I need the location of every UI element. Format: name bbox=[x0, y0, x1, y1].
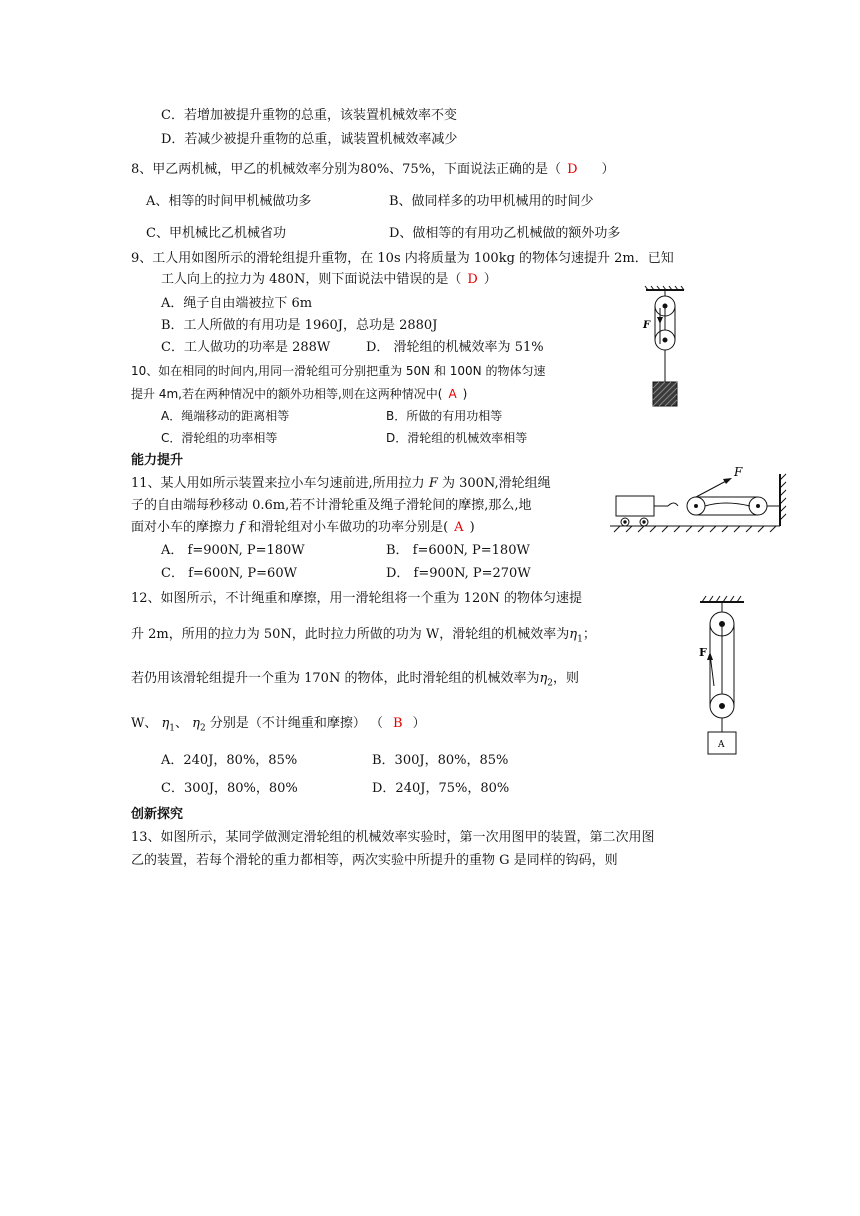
q7-option-d: D．若减少被提升重物的总重，诚装置机械效率减少 bbox=[161, 132, 458, 147]
q11-answer: A bbox=[454, 520, 464, 535]
q12-figure-label-f: F bbox=[699, 646, 707, 659]
q12-stem3-text-b: ，则 bbox=[552, 671, 579, 686]
q13-stem-line1: 13、如图所示，某同学做测定滑轮组的机械效率实验时，第一次用图甲的装置，第二次用图 bbox=[131, 830, 655, 845]
q11-stem-text-b: 为 300N,滑轮组绳 bbox=[437, 476, 551, 491]
q12-eta2-repeat-subscript: 2 bbox=[199, 723, 206, 734]
q10-stem-line1: 10、如在相同的时间内,用同一滑轮组可分别把重为 50N 和 100N 的物体匀速 bbox=[131, 364, 546, 378]
q11-arrow-icon bbox=[723, 478, 732, 484]
q11-close: ) bbox=[469, 520, 475, 535]
q9-option-d: D． 滑轮组的机械效率为 51% bbox=[366, 340, 544, 355]
q9-figure-label: F bbox=[643, 320, 651, 331]
q8-option-c: C、甲机械比乙机械省功 bbox=[146, 226, 286, 241]
q9-option-c: C．工人做功的功率是 288W bbox=[161, 340, 331, 355]
q12-stem-line2 bbox=[131, 626, 596, 649]
q12-arrow-icon bbox=[707, 652, 713, 660]
q10-close: ) bbox=[462, 387, 468, 401]
q8-stem-text: 8、甲乙两机械，甲乙的机械效率分别为80%、75%，下面说法正确的是（ bbox=[131, 162, 562, 177]
q12-eta2-repeat: η bbox=[192, 716, 200, 731]
q12-stem-line3 bbox=[131, 670, 579, 693]
q9-answer: D bbox=[467, 272, 478, 287]
q10-option-d: D．滑轮组的机械效率相等 bbox=[386, 431, 528, 445]
q11-stem-line1 bbox=[131, 475, 551, 493]
q9-stem-line2 bbox=[161, 271, 497, 289]
q11-stem3-text-a: 面对小车的摩擦力 bbox=[131, 520, 240, 535]
q11-variable-friction: f bbox=[239, 520, 244, 535]
q9-stem-line1: 9、工人用如图所示的滑轮组提升重物，在 10s 内将质量为 100kg 的物体匀速提升 2m．已知 bbox=[131, 251, 674, 266]
q10-option-a: A．绳端移动的距离相等 bbox=[161, 409, 290, 423]
q9-option-b: B．工人所做的有用功是 1960J，总功是 2880J bbox=[161, 318, 438, 333]
q12-eta2-subscript: 2 bbox=[547, 678, 553, 689]
q12-stem3-text-a: 若仍用该滑轮组提升一个重为 170N 的物体，此时滑轮组的机械效率为 bbox=[131, 671, 540, 686]
q10-stem-line2 bbox=[131, 385, 467, 403]
q13-stem-line2: 乙的装置，若每个滑轮的重力都相等，两次实验中所提升的重物 G 是同样的钩码，则 bbox=[131, 853, 618, 868]
q12-stem4-separator: 、 bbox=[175, 716, 193, 731]
q8-option-d: D、做相等的有用功乙机械做的额外功多 bbox=[389, 226, 621, 241]
q11-figure-label: F bbox=[734, 465, 743, 479]
q10-option-b: B．所做的有用功相等 bbox=[386, 409, 503, 423]
q8-option-a: A、相等的时间甲机械做功多 bbox=[146, 194, 312, 209]
q8-stem bbox=[131, 161, 615, 179]
q12-stem4-text-b: 分别是（不计绳重和摩擦） （ bbox=[205, 716, 383, 731]
q11-option-d: D． f=900N, P=270W bbox=[386, 566, 531, 581]
q10-stem-text: 提升 4m,若在两种情况中的额外功相等,则在这两种情况中( bbox=[131, 387, 443, 401]
q11-cart-figure bbox=[610, 462, 802, 534]
q11-option-a: A． f=900N, P=180W bbox=[161, 543, 305, 558]
q7-option-c: C．若增加被提升重物的总重，该装置机械效率不变 bbox=[161, 108, 457, 123]
q9-stem-text: 工人向上的拉力为 480N，则下面说法中错误的是（ bbox=[161, 272, 462, 287]
q12-option-b: B．300J，80%，85% bbox=[372, 753, 509, 768]
q12-figure-label-a: A bbox=[718, 740, 725, 750]
q11-stem3-text-b: 和滑轮组对小车做功的功率分别是( bbox=[243, 520, 449, 535]
q12-option-a: A．240J，80%，85% bbox=[161, 753, 298, 768]
section-heading-ability: 能力提升 bbox=[131, 453, 184, 468]
q11-option-c: C． f=600N, P=60W bbox=[161, 566, 297, 581]
q12-stem4-text-a: W、 bbox=[131, 716, 162, 731]
q10-answer: A bbox=[448, 387, 457, 401]
q9-pulley-figure bbox=[640, 284, 688, 412]
q12-answer: B bbox=[392, 716, 403, 731]
q9-close: ） bbox=[483, 272, 497, 287]
q12-eta1: η bbox=[569, 627, 578, 642]
q12-pulley-figure bbox=[696, 594, 748, 758]
q12-eta2: η bbox=[539, 671, 548, 686]
q8-close: ） bbox=[601, 162, 615, 177]
q11-option-b: B． f=600N, P=180W bbox=[386, 543, 530, 558]
q8-option-b: B、做同样多的功甲机械用的时间少 bbox=[389, 194, 594, 209]
q12-stem-line4 bbox=[131, 715, 426, 738]
section-heading-innovation: 创新探究 bbox=[131, 807, 184, 822]
q12-stem2-text-b: ； bbox=[582, 627, 596, 642]
q10-option-c: C．滑轮组的功率相等 bbox=[161, 431, 278, 445]
q12-stem2-text-a: 升 2m，所用的拉力为 50N，此时拉力所做的功为 W，滑轮组的机械效率为 bbox=[131, 627, 570, 642]
q11-stem-line3 bbox=[131, 519, 475, 537]
q12-eta1-repeat: η bbox=[161, 716, 170, 731]
q11-stem-text-a: 11、某人用如所示装置来拉小车匀速前进,所用拉力 bbox=[131, 476, 429, 491]
q11-stem-line2: 子的自由端每秒移动 0.6m,若不计滑轮重及绳子滑轮间的摩擦,那么,地 bbox=[131, 498, 532, 513]
q9-option-a: A．绳子自由端被拉下 6m bbox=[161, 296, 313, 311]
q11-variable-f: F bbox=[428, 476, 438, 491]
q12-eta1-subscript: 1 bbox=[577, 634, 583, 645]
q12-close: ） bbox=[412, 716, 426, 731]
q9-arrow-icon bbox=[657, 317, 663, 324]
q12-eta1-repeat-subscript: 1 bbox=[169, 723, 176, 734]
q8-answer: D bbox=[567, 162, 578, 177]
q12-option-c: C．300J，80%，80% bbox=[161, 781, 298, 796]
q12-stem-line1: 12、如图所示，不计绳重和摩擦，用一滑轮组将一个重为 120N 的物体匀速提 bbox=[131, 591, 582, 606]
q12-option-d: D．240J，75%，80% bbox=[372, 781, 510, 796]
